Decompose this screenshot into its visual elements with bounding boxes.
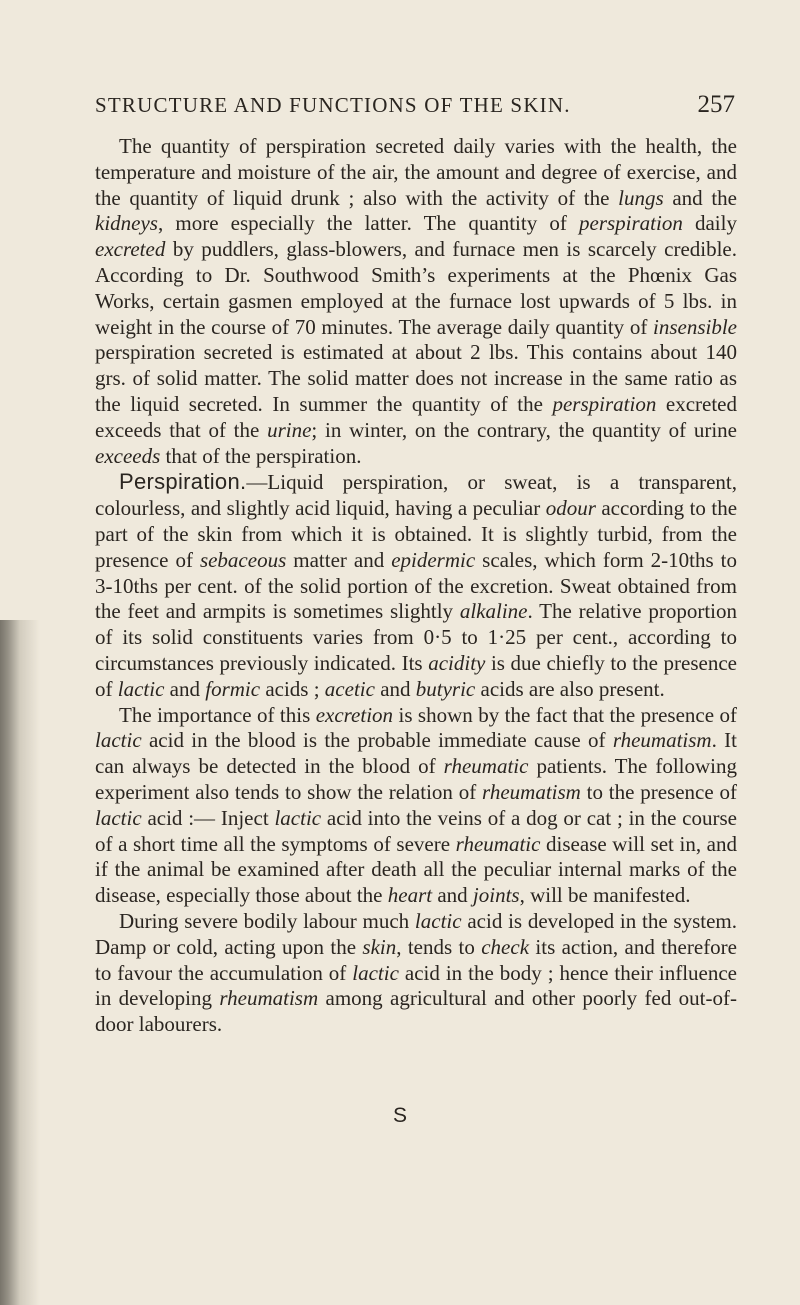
italic-term: skin: [362, 934, 397, 959]
text-run: by puddlers, glass-blowers, and furnace men is scarcely credible. According to Dr. Southwood Smith’s experiments at the Phœnix Gas Works, certain gasmen employed at the furnace lost upwards of 5 lbs. in weight in the course of 70 minutes. The average daily quantity of: [95, 237, 737, 339]
italic-term: rheumatism: [219, 986, 319, 1011]
italic-term: butyric: [415, 676, 476, 701]
text-run: disease will set in, and if the animal be examined after death all the peculiar internal marks of the disease, especially those about the: [95, 831, 737, 908]
italic-term: rheumatic: [455, 831, 541, 856]
signature-mark: S: [392, 1104, 407, 1127]
italic-term: lactic: [117, 676, 165, 701]
text-run: perspiration secreted is estimated at about 2 lbs. This contains about 140 grs. of solid matter. The solid matter does not increase in the same ratio as the liquid secreted. In summer the quantity of the: [95, 340, 737, 416]
italic-term: excretion: [315, 702, 394, 727]
italic-term: acidity: [428, 650, 486, 675]
text-run: acid in the body ; hence their influence in developing: [95, 960, 737, 1011]
text-run: , more especially the latter. The quantity of: [157, 211, 579, 236]
paragraph-2-text: [95, 470, 737, 700]
italic-term: perspiration: [579, 211, 683, 236]
paragraph-4: [95, 909, 737, 1038]
text-run: and the: [663, 185, 737, 210]
italic-term: kidneys: [95, 211, 158, 236]
text-run: according to the part of the skin from which it is obtained. It is slightly turbid, from the presence of: [95, 496, 738, 572]
paragraph-2: [95, 469, 737, 702]
text-run: its action, and therefore to favour the accumulation of: [95, 934, 737, 985]
paragraph-3: [95, 703, 737, 909]
italic-term: rheumatism: [482, 779, 581, 804]
text-run: , tends to: [396, 934, 482, 959]
italic-term: lactic: [95, 728, 142, 753]
italic-term: formic: [205, 676, 261, 701]
italic-term: check: [481, 934, 530, 959]
section-title: Perspiration.: [119, 469, 247, 495]
text-run: that of the perspiration.: [160, 443, 362, 468]
text-run: The quantity of perspiration secreted daily varies with the health, the temperature and moisture of the air, the amount and degree of exercise, and the quantity of liquid drunk ; also with the activity of the: [95, 134, 737, 210]
text-run: daily: [682, 211, 737, 236]
text-run: acid :— Inject: [141, 805, 275, 830]
text-run: patients. The following experiment also tends to show the relation of: [95, 754, 737, 804]
page-number: 257: [697, 91, 735, 118]
italic-term: rheumatism: [612, 728, 712, 753]
italic-term: acetic: [324, 676, 375, 701]
running-head: STRUCTURE AND FUNCTIONS OF THE SKIN.: [95, 93, 571, 117]
text-run: is due chiefly to the presence of: [95, 650, 737, 701]
text-run: acid into the veins of a dog or cat ; in the course of a short time all the symptoms of severe: [95, 805, 737, 856]
text-run: and: [374, 676, 416, 701]
text-run: , will be manifested.: [519, 883, 691, 908]
text-run: to the presence of: [580, 779, 738, 804]
text-run: acid is developed in the system. Damp or cold, acting upon the: [95, 908, 738, 959]
italic-term: excreted: [95, 237, 166, 262]
italic-term: perspiration: [552, 391, 657, 416]
text-run: and: [164, 676, 206, 701]
text-run: . It can always be detected in the blood of: [95, 728, 738, 779]
text-run: The importance of this: [119, 702, 316, 727]
text-run: —Liquid perspiration, or sweat, is a transparent, colourless, and slightly acid liquid, having a peculiar: [95, 470, 737, 521]
paragraph-1: [95, 134, 737, 469]
text-run: matter and: [286, 547, 392, 572]
text-run: among agricultural and other poorly fed out-of-door labourers.: [95, 986, 737, 1037]
text-run: scales, which form 2-10ths to 3-10ths per cent. of the solid portion of the excretion. Sweat obtained from the feet and armpits is sometimes slightly: [95, 547, 737, 624]
italic-term: lactic: [274, 805, 322, 830]
text-run: During severe bodily labour much: [119, 908, 415, 933]
italic-term: joints: [472, 883, 520, 908]
italic-term: insensible: [653, 314, 737, 339]
italic-term: odour: [545, 496, 596, 521]
text-run: acids ;: [260, 676, 325, 701]
italic-term: heart: [387, 883, 433, 908]
text-run: is shown by the fact that the presence of: [393, 702, 737, 727]
italic-term: lactic: [352, 960, 399, 985]
italic-term: urine: [267, 417, 312, 442]
italic-term: lungs: [618, 185, 664, 210]
text-run: acids are also present.: [475, 676, 665, 701]
italic-term: rheumatic: [443, 754, 529, 779]
italic-term: exceeds: [95, 443, 161, 468]
italic-term: alkaline: [459, 599, 528, 624]
text-run: and: [432, 883, 473, 908]
italic-term: epidermic: [391, 547, 476, 572]
text-run: . The relative proportion of its solid constituents varies from 0·5 to 1·25 per cent., according to circumstances previously indicated. Its: [95, 599, 737, 675]
binding-shadow: [0, 620, 40, 1305]
text-run: ; in winter, on the contrary, the quantity of urine: [311, 417, 738, 442]
text-run: acid in the blood is the probable immediate cause of: [141, 728, 613, 753]
italic-term: lactic: [95, 805, 142, 830]
italic-term: lactic: [414, 908, 462, 933]
page-header: [95, 91, 735, 119]
italic-term: sebaceous: [199, 547, 287, 572]
body-text: [95, 134, 737, 1038]
text-run: excreted exceeds that of the: [95, 391, 737, 442]
